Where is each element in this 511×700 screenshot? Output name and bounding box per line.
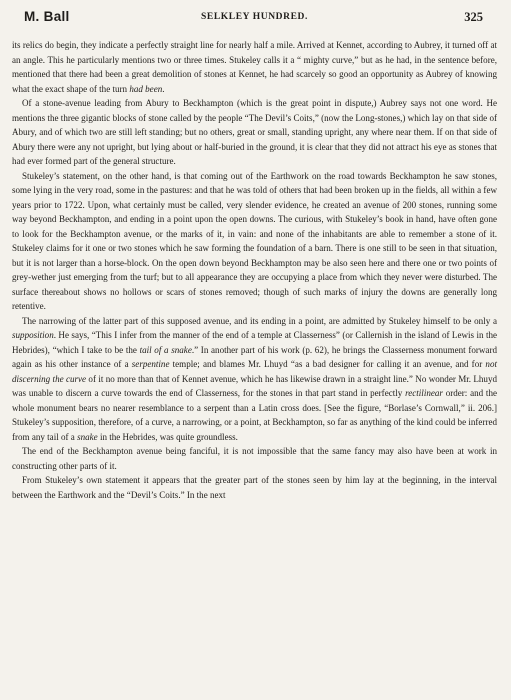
text-run: The end of the Beckhampton avenue being fanciful, it is not impossible that the same fancy may also have been at work in constructing other parts of it. <box>12 446 497 471</box>
text-run: Of a stone-avenue leading from Abury to Beckhampton (which is the great point in dispute,) Aubrey says not one word. He mentions the three gigantic blocks of stone called by the people “The Devil’s Coits,” (now the Long-stones,) which lay on that side of Abury, and of which two are still left standing; but no others, great or small, standing upright, any where near them. If on that side of Abury there were any not upright, but lying about or half-buried in the ground, it is clear that they did not attract his eye as stones that had ever formed part of the general structure. <box>12 98 497 166</box>
text-run: its relics do begin, they indicate a perfectly straight line for nearly half a mile. Arrived at Kennet, according to Aubrey, it turned off at an angle. This he particularly mentions two or three times. Stukeley calls it a “ mighty curve,” but as he had, in the sentence before, mentioned that there had been a great demolition of stones at Kennet, he had scarcely so good an opportunity as Aubrey of knowing what the exact shape of the turn <box>12 40 497 94</box>
paragraph <box>12 169 497 314</box>
body-text <box>12 34 497 502</box>
text-run: of it no more than that of Kennet avenue, which he has likewise drawn in a straight line.” No wonder Mr. Lhuyd was unable to discern a curve towards the end of Classerness, for the stones in that part stand in perfectly <box>12 373 498 398</box>
text-run: . <box>162 83 165 94</box>
running-header <box>12 0 497 34</box>
text-run: in the Hebrides, was quite groundless. <box>97 431 238 442</box>
paragraph <box>12 314 497 445</box>
text-run: Stukeley’s statement, on the other hand, is that coming out of the Earthwork on the road towards Beckhampton he saw stones, some lying in the very road, some in the pastures: and that he was told of others that had been broken up in the fields, all within a few years prior to 1722. Upon, what certainly must be called, very slender evidence, he created an avenue of 200 stones, running some way beyond Beckhampton, and ending in a point upon the open downs. The curious, with Stukeley’s book in hand, have often gone to look for the Beckhampton avenue, or the marks of it, in vain: and none of the inhabitants are able to remember a stone of it. Stukeley claims for it one or two stones which he saw forming the foundation of a barn. There is one still to be seen in that situation, but it is not larger than a horse-block. On the open down beyond Beckhampton may be also seen here and there one or two points of grey-wether just emerging from the turf; but to all appearance they are occupying a place from which they never were disturbed. The surface thereabout shows no hollows or scars of stones removed; though of such marks of injury the downs are generally long retentive. <box>12 170 497 311</box>
paragraph <box>12 444 497 473</box>
text-run: .” In another part of his work (p. 62), he brings the Classerness monument forward again as his other instance of a <box>12 344 497 369</box>
italic-text: snake <box>77 431 98 442</box>
text-run: temple; and blames Mr. Lhuyd “as a bad designer for calling it an avenue, and for <box>169 359 486 369</box>
paragraph <box>12 96 497 169</box>
paragraph <box>12 473 497 502</box>
italic-text: tail of a snake <box>139 344 192 355</box>
text-run: order: and the whole monument bears no nearer resemblance to a serpent than a Latin cross does. [See the figure, “Borlase’s Cornwall,” ii. 206.] Stukeley’s supposition, therefore, of a curve, a narrowing, or a point, at Beckhampton, so far as anything of the kind could be inferred from any tail of a <box>12 388 497 442</box>
paragraph <box>12 38 497 96</box>
italic-text: not discerning the curve <box>12 359 497 384</box>
text-run: The narrowing of the latter part of this supposed avenue, and its ending in a point, are admitted by Stukeley himself to be only a <box>22 315 497 326</box>
italic-text: rectilinear <box>405 388 443 398</box>
italic-text: supposition <box>12 330 54 340</box>
italic-text: serpentine <box>131 359 170 369</box>
text-run: From Stukeley’s own statement it appears that the greater part of the stones seen by him lay at the beginning, in the interval between the Earthwork and the “Devil’s Coits.” In the next <box>12 475 497 500</box>
text-run: . He says, “This I infer from the manner of the end of a temple at Classerness” (or Callernish in the island of Lewis in the Hebrides), “which I take to be the <box>12 330 497 355</box>
library-stamp: M. Ball <box>24 9 70 24</box>
italic-text: had been <box>129 83 163 94</box>
page-number: 325 <box>464 10 483 24</box>
running-title: SELKLEY HUNDRED. <box>201 12 308 22</box>
